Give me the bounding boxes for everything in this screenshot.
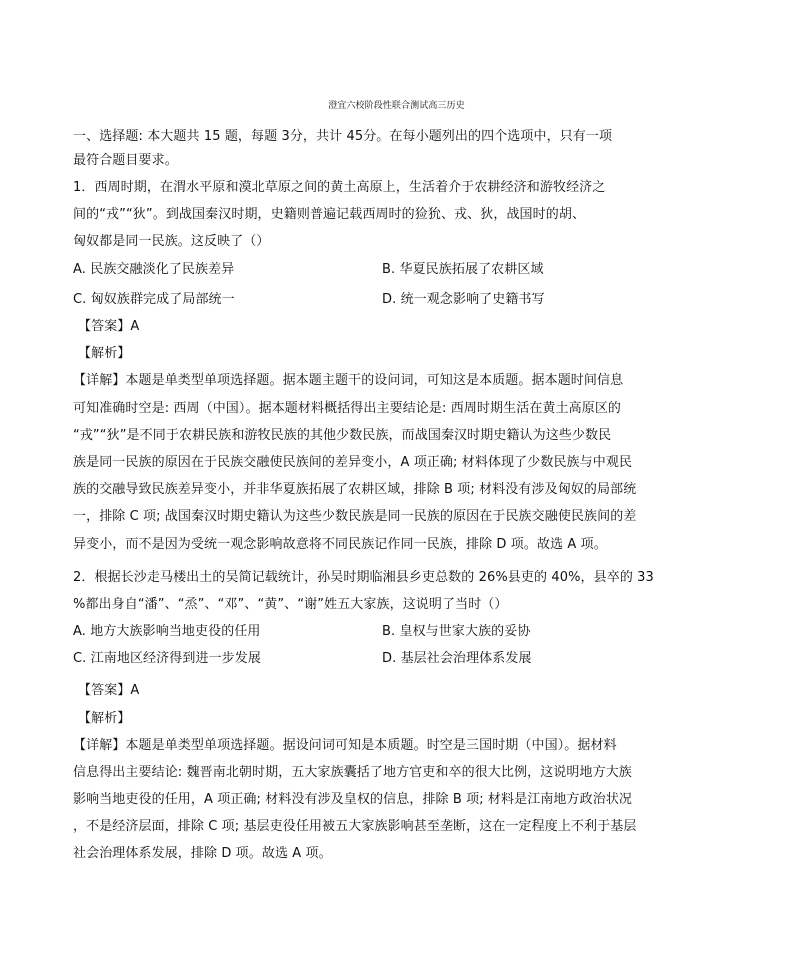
q1-detail-line-2: 可知准确时空是: 西周（中国）。据本题材料概括得出主要结论是: 西周时期生活在黄土高原区的 [73,401,622,416]
q2-option-a: A. 地方大族影响当地吏役的任用 [73,624,261,639]
section-heading-line-1: 一、选择题: 本大题共 15 题，每题 3分，共计 45分。在每小题列出的四个选项中，只有一项 [73,129,613,144]
q1-analysis-label: 【解析】 [78,346,131,361]
q2-detail-line-3: 影响当地吏役的任用，A 项正确; 材料没有涉及皇权的信息，排除 B 项; 材料是江南地方政治状况 [73,792,633,807]
q2-analysis-label: 【解析】 [78,711,131,726]
q2-answer: 【答案】A [78,683,140,698]
section-heading-line-2: 最符合题目要求。 [73,153,178,168]
q2-detail-line-2: 信息得出主要结论: 魏晋南北朝时期，五大家族囊括了地方官吏和卒的很大比例，这说明地方大族 [73,765,632,780]
q2-detail-line-4: ，不是经济层面，排除 C 项; 基层吏役任用被五大家族影响甚至垄断，这在一定程度上不利于基层 [73,819,637,834]
q2-detail-line-1: 【详解】本题是单类型单项选择题。据设问词可知是本质题。时空是三国时期（中国）。据材料 [73,738,617,753]
q1-detail-line-3: “戎”“狄”是不同于农耕民族和游牧民族的其他少数民族，而战国秦汉时期史籍认为这些少数民 [73,428,612,443]
q1-stem-line-2: 间的“戎”“狄”。到战国秦汉时期，史籍则普遍记载西周时的猃狁、戎、狄，战国时的胡、 [73,207,586,222]
q1-detail-line-4: 族是同一民族的原因在于民族交融使民族间的差异变小，A 项正确; 材料体现了少数民族与中观民 [73,455,633,470]
q1-option-d: D. 统一观念影响了史籍书写 [382,292,545,307]
q2-option-b: B. 皇权与世家大族的妥协 [382,624,531,639]
q1-detail-line-1: 【详解】本题是单类型单项选择题。据本题主题干的设问词，可知这是本质题。据本题时间信息 [73,373,624,388]
q2-option-d: D. 基层社会治理体系发展 [382,651,532,666]
q2-option-c: C. 江南地区经济得到进一步发展 [73,651,261,666]
q1-detail-line-5: 族的交融导致民族差异变小，并非华夏族拓展了农耕区域，排除 B 项; 材料没有涉及匈奴的局部统 [73,482,637,497]
q1-stem-line-3: 匈奴都是同一民族。这反映了（） [73,234,270,249]
q1-option-b: B. 华夏民族拓展了农耕区域 [382,262,544,277]
q1-answer: 【答案】A [78,319,140,334]
q2-stem-line-2: %都出身自“潘”、“烝”、“邓”、“黄”、“谢”姓五大家族，这说明了当时（） [73,597,508,612]
q1-option-c: C. 匈奴族群完成了局部统一 [73,292,235,307]
q1-detail-line-6: 一，排除 C 项; 战国秦汉时期史籍认为这些少数民族是同一民族的原因在于民族交融使民族间的差 [73,509,637,524]
q1-option-a: A. 民族交融淡化了民族差异 [73,262,235,277]
q2-detail-line-5: 社会治理体系发展，排除 D 项。故选 A 项。 [73,846,332,861]
q1-stem-line-1: 1．西周时期，在渭水平原和漠北草原之间的黄土高原上，生活着介于农耕经济和游牧经济之 [73,180,606,195]
q2-stem-line-1: 2．根据长沙走马楼出土的吴简记载统计，孙吴时期临湘县乡吏总数的 26%县吏的 40%，县卒的 33 [73,570,654,585]
q1-detail-line-7: 异变小，而不是因为受统一观念影响故意将不同民族记作同一民族，排除 D 项。故选 A 项。 [73,537,607,552]
page-title: 澄宜六校阶段性联合测试高三历史 [328,101,465,111]
